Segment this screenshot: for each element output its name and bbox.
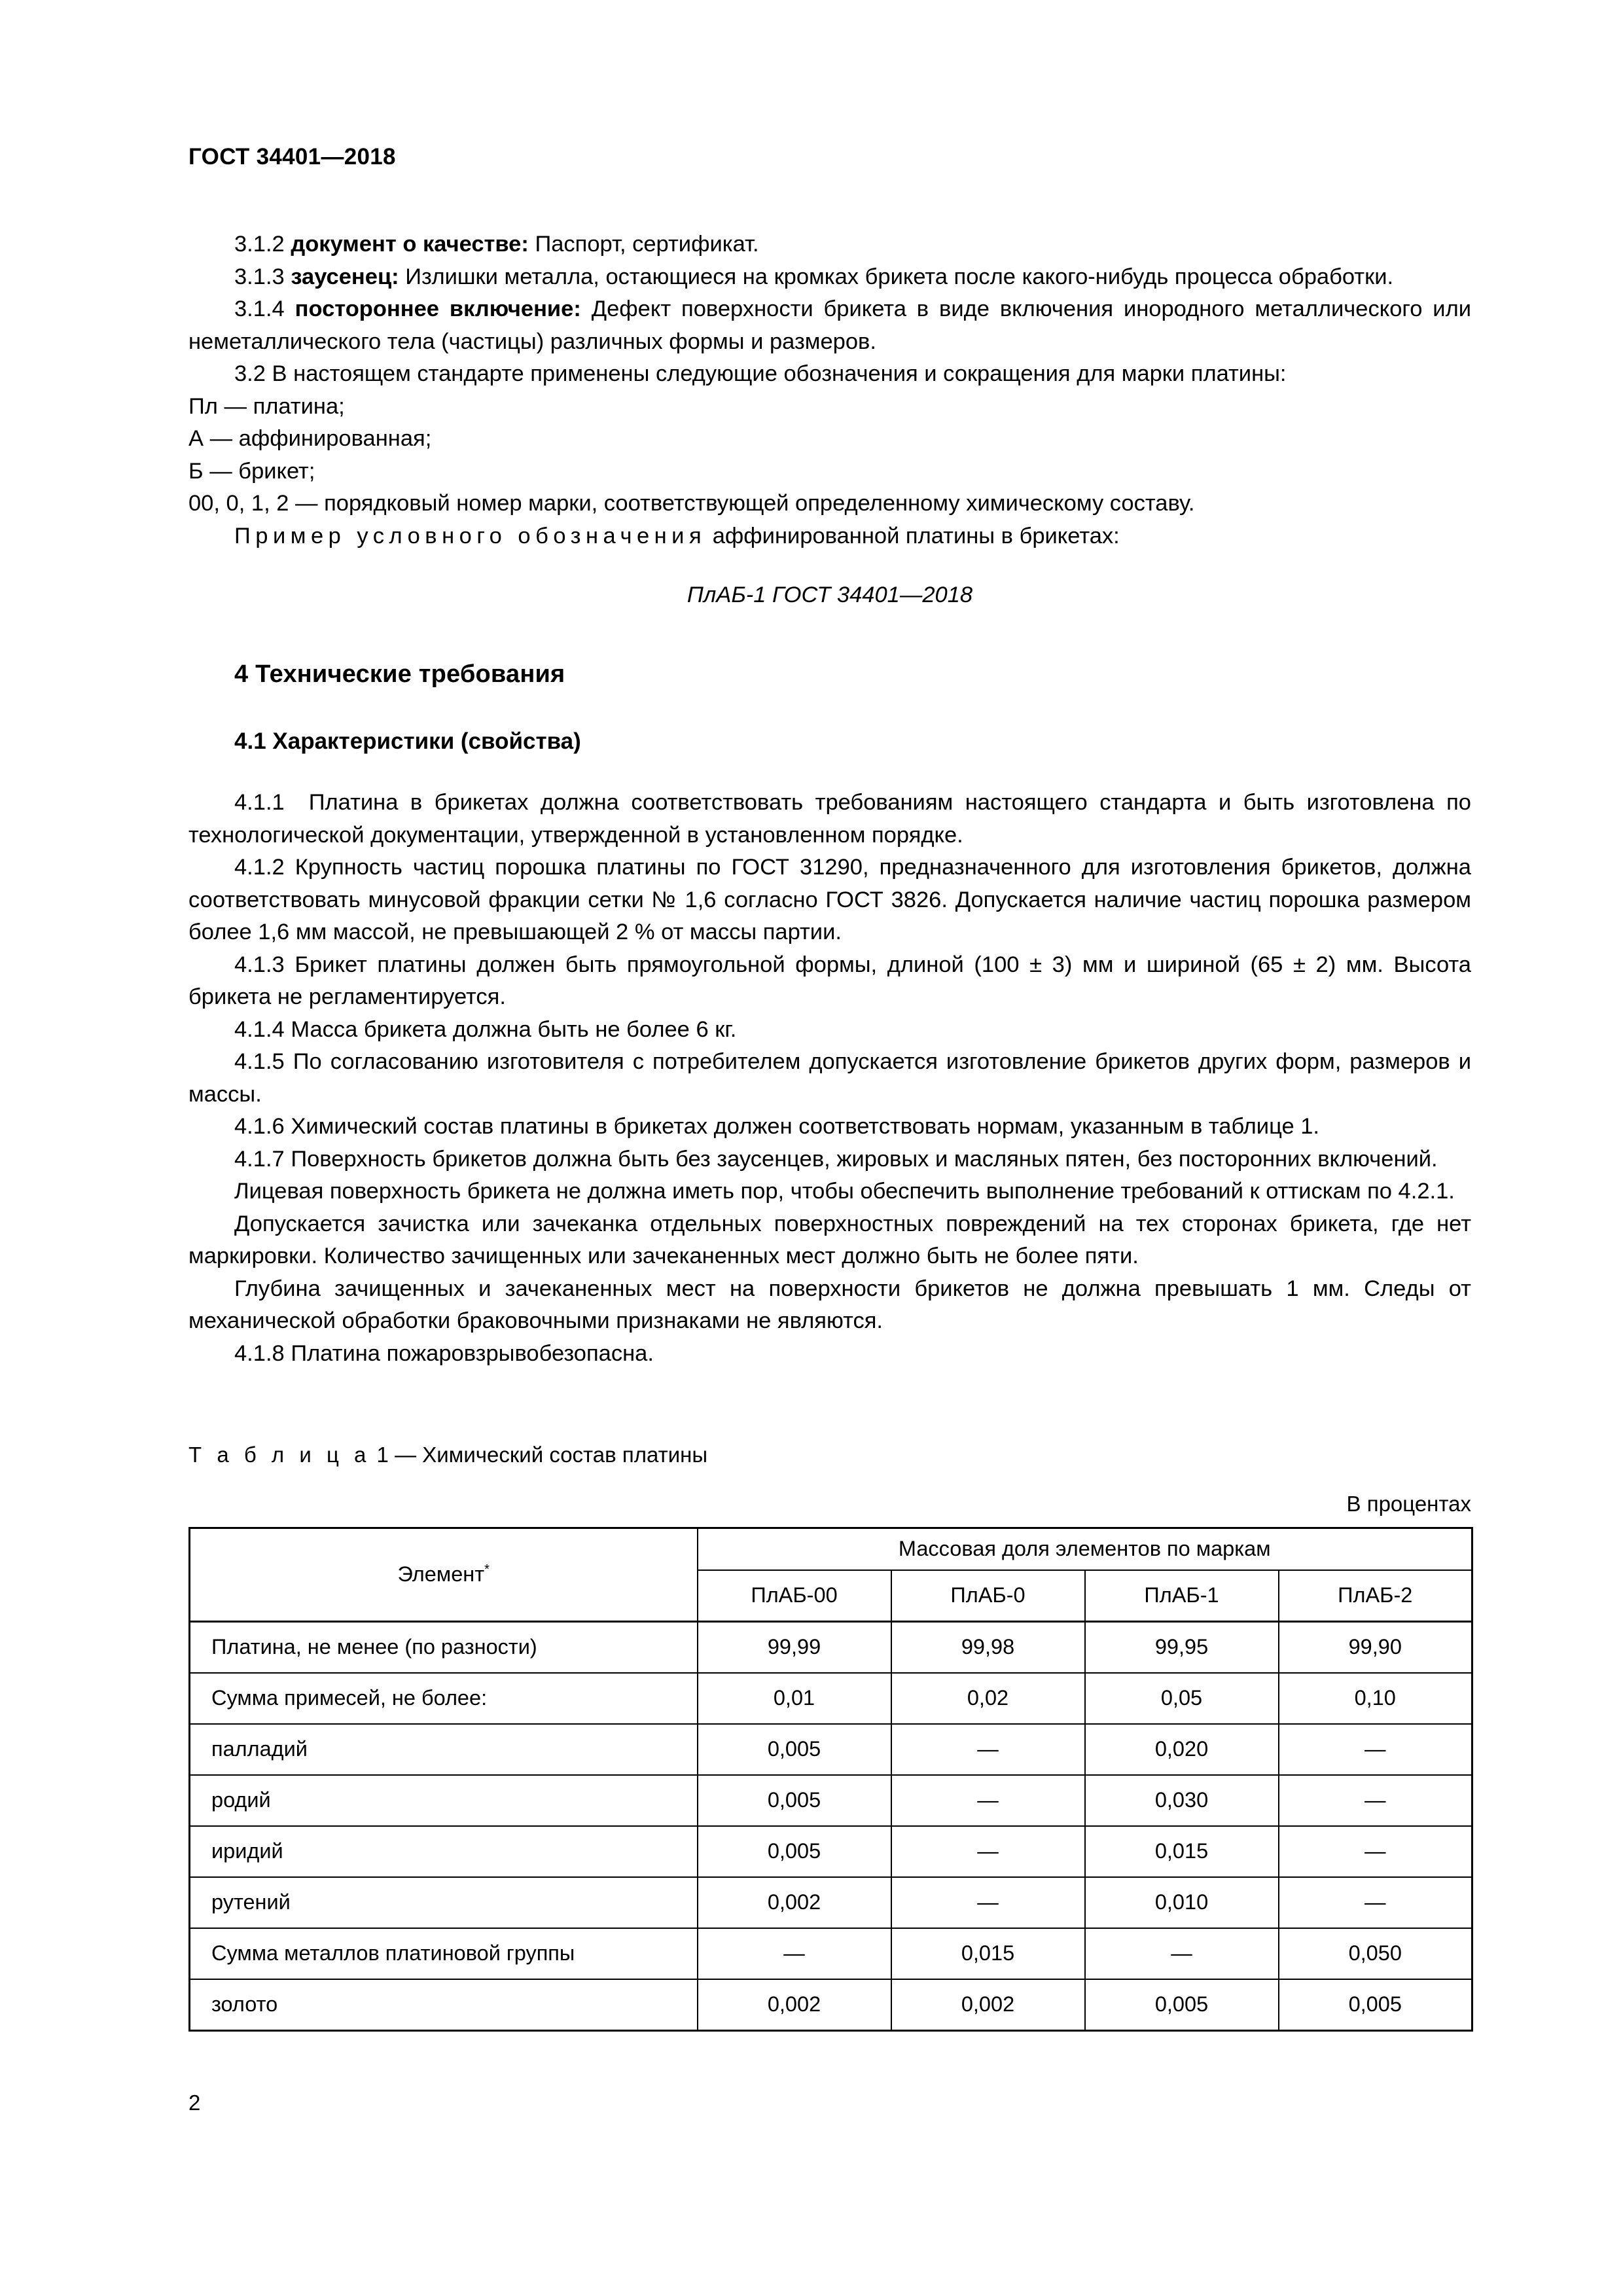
- clause-text: Масса брикета должна быть не более 6 кг.: [284, 1016, 737, 1042]
- cell-value: 0,015: [1085, 1826, 1279, 1877]
- cell-value: 0,002: [891, 1979, 1085, 2031]
- clause-text: Поверхность брикетов должна быть без заусенцев, жировых и масляных пятен, без посторонних включений.: [284, 1146, 1438, 1172]
- cell-value: 99,99: [698, 1621, 891, 1673]
- clause-4-1-7: [188, 1143, 1471, 1176]
- abbreviation-a: А — аффинированная;: [188, 426, 432, 451]
- clause-number: 4.1.2: [234, 855, 285, 880]
- defined-term: документ о качестве:: [291, 232, 529, 257]
- table-row: [190, 1673, 1472, 1724]
- row-label: Платина, не менее (по разности): [190, 1621, 698, 1673]
- clause-4-1-1: [188, 787, 1471, 852]
- cell-value: 0,005: [698, 1775, 891, 1826]
- cell-value: 99,90: [1279, 1621, 1472, 1673]
- clause-number: 4.1.5: [234, 1049, 285, 1075]
- defined-term: заусенец:: [291, 264, 399, 289]
- cell-value: —: [891, 1877, 1085, 1928]
- cell-value: 0,10: [1279, 1673, 1472, 1724]
- clause-number: 4.1.3: [234, 952, 285, 977]
- cell-value: 0,005: [698, 1826, 891, 1877]
- cell-value: 99,95: [1085, 1621, 1279, 1673]
- table-row: [190, 1979, 1472, 2031]
- page-content: [188, 145, 1471, 2032]
- cell-value: —: [1279, 1724, 1472, 1775]
- table-row: [190, 1877, 1472, 1928]
- cell-value: 0,002: [698, 1877, 891, 1928]
- cell-value: —: [1279, 1826, 1472, 1877]
- table-caption-title: 1 — Химический состав платины: [370, 1443, 708, 1467]
- cell-value: —: [1279, 1775, 1472, 1826]
- cell-value: 0,030: [1085, 1775, 1279, 1826]
- clause-3-2: [188, 358, 1471, 391]
- table-body: [190, 1621, 1472, 2030]
- abbreviation-pl: Пл — платина;: [188, 393, 345, 419]
- cell-value: 0,005: [1085, 1979, 1279, 2031]
- subsection-heading-4-1: 4.1 Характеристики (свойства): [234, 728, 581, 754]
- footnote-marker: *: [484, 1562, 490, 1577]
- cell-value: 0,005: [698, 1724, 891, 1775]
- clause-text: Химический состав платины в брикетах должен соответствовать нормам, указанным в таблице 1.: [284, 1114, 1319, 1139]
- clause-text: Платина в брикетах должна соответствовать требованиям настоящего стандарта и быть изготовлена по технологической документации, утвержденной в установленном порядке.: [188, 790, 1471, 848]
- page-number: 2: [188, 2090, 201, 2115]
- table-header-row-group: [190, 1528, 1472, 1570]
- cell-value: —: [698, 1928, 891, 1979]
- clause-4-1-7-para-4: [188, 1273, 1471, 1338]
- clause-text: Дефект поверхности брикета в виде включения инородного металлического или неметаллического тела (частицы) различных формы и размеров.: [188, 296, 1471, 354]
- clause-text: Паспорт, сертификат.: [528, 232, 759, 257]
- column-header-grade: ПлАБ-2: [1279, 1570, 1472, 1622]
- clause-text: Лицевая поверхность брикета не должна иметь пор, чтобы обеспечить выполнение требований к оттискам по 4.2.1.: [234, 1179, 1455, 1204]
- abbreviation-digits: 00, 0, 1, 2 — порядковый номер марки, соответствующей определенному химическому составу.: [188, 491, 1195, 516]
- clause-number: 3.2: [234, 361, 266, 386]
- cell-value: —: [891, 1724, 1085, 1775]
- clause-number: 4.1.1: [234, 790, 285, 816]
- column-header-grade: ПлАБ-0: [891, 1570, 1085, 1622]
- defined-term: постороннее включение:: [294, 296, 581, 321]
- row-label: родий: [190, 1775, 698, 1826]
- clause-4-1-5: [188, 1046, 1471, 1111]
- running-header-standard-number: ГОСТ 34401—2018: [188, 144, 396, 170]
- table-caption-label: Т а б л и ц а: [188, 1443, 371, 1467]
- cell-value: 0,020: [1085, 1724, 1279, 1775]
- designation-example-lead: [188, 520, 1471, 553]
- clause-text: Излишки металла, остающиеся на кромках брикета после какого-нибудь процесса обработки.: [399, 264, 1394, 289]
- table-row: [190, 1775, 1472, 1826]
- abbreviation-b: Б — брикет;: [188, 458, 315, 484]
- table-header: [190, 1528, 1472, 1621]
- clause-4-1-7-para-2: [188, 1175, 1471, 1208]
- clause-4-1-3: [188, 949, 1471, 1014]
- clause-3-1-3: [188, 261, 1471, 294]
- clause-text: Допускается зачистка или зачеканка отдельных поверхностных повреждений на тех сторонах брикета, где нет маркировки. Количество зачищенных или зачеканенных мест должно быть не более пяти.: [188, 1211, 1471, 1269]
- clause-text: Глубина зачищенных и зачеканенных мест на поверхности брикетов не должна превышать 1 мм. Следы от механической обработки браковочными признаками не являются.: [188, 1276, 1471, 1334]
- row-label: палладий: [190, 1724, 698, 1775]
- clause-number: 3.1.3: [234, 264, 285, 289]
- cell-value: 0,010: [1085, 1877, 1279, 1928]
- clause-3-1-4: [188, 293, 1471, 358]
- column-header-element-label: Элемент: [397, 1562, 485, 1587]
- cell-value: 0,01: [698, 1673, 891, 1724]
- clause-text: Крупность частиц порошка платины по ГОСТ 31290, предназначенного для изготовления брикетов, должна соответствовать минусовой фракции сетки № 1,6 согласно ГОСТ 3826. Допускается наличие частиц порошка размером более 1,6 мм массой, не превышающей 2 % от массы партии.: [188, 855, 1471, 945]
- cell-value: 0,050: [1279, 1928, 1472, 1979]
- designation-example-lead-spaced: Пример условного обозначения: [234, 523, 707, 548]
- clause-number: 4.1.6: [234, 1114, 285, 1139]
- cell-value: —: [1279, 1877, 1472, 1928]
- table-row: [190, 1724, 1472, 1775]
- cell-value: —: [1085, 1928, 1279, 1979]
- clause-4-1-4: [188, 1014, 1471, 1047]
- column-header-grade: ПлАБ-00: [698, 1570, 891, 1622]
- row-label: Сумма примесей, не более:: [190, 1673, 698, 1724]
- clause-number: 4.1.4: [234, 1016, 285, 1042]
- clause-4-1-7-para-3: [188, 1208, 1471, 1273]
- cell-value: 99,98: [891, 1621, 1085, 1673]
- clause-4-1-2: [188, 852, 1471, 949]
- table-row: [190, 1621, 1472, 1673]
- table-units-note: В процентах: [1346, 1491, 1471, 1516]
- cell-value: —: [891, 1826, 1085, 1877]
- clause-number: 3.1.2: [234, 232, 285, 257]
- cell-value: 0,015: [891, 1928, 1085, 1979]
- clause-text: По согласованию изготовителя с потребителем допускается изготовление брикетов других форм, размеров и массы.: [188, 1049, 1471, 1107]
- cell-value: 0,005: [1279, 1979, 1472, 2031]
- clause-3-1-2: [188, 228, 1471, 261]
- table-row: [190, 1928, 1472, 1979]
- column-header-group: Массовая доля элементов по маркам: [698, 1528, 1472, 1570]
- clause-number: 3.1.4: [234, 296, 285, 321]
- column-header-element: [190, 1528, 698, 1621]
- table-row: [190, 1826, 1472, 1877]
- clause-text: Брикет платины должен быть прямоугольной формы, длиной (100 ± 3) мм и шириной (65 ± 2) мм. Высота брикета не регламентируется.: [188, 952, 1471, 1010]
- row-label: рутений: [190, 1877, 698, 1928]
- cell-value: —: [891, 1775, 1085, 1826]
- table-caption: [188, 1442, 1471, 1468]
- section-heading-4: 4 Технические требования: [234, 660, 565, 688]
- cell-value: 0,05: [1085, 1673, 1279, 1724]
- clause-text: Платина пожаровзрывобезопасна.: [284, 1340, 654, 1366]
- clause-number: 4.1.7: [234, 1146, 285, 1172]
- row-label: золото: [190, 1979, 698, 2031]
- column-header-grade: ПлАБ-1: [1085, 1570, 1279, 1622]
- row-label: иридий: [190, 1826, 698, 1877]
- clause-text: В настоящем стандарте применены следующие обозначения и сокращения для марки платины:: [265, 361, 1287, 386]
- designation-example-value: ПлАБ-1 ГОСТ 34401—2018: [687, 583, 973, 607]
- cell-value: 0,002: [698, 1979, 891, 2031]
- cell-value: 0,02: [891, 1673, 1085, 1724]
- row-label: Сумма металлов платиновой группы: [190, 1928, 698, 1979]
- chemical-composition-table: [188, 1527, 1473, 2032]
- clause-4-1-6: [188, 1111, 1471, 1143]
- clause-number: 4.1.8: [234, 1340, 285, 1366]
- clause-4-1-8: [188, 1338, 1471, 1371]
- designation-example-lead-rest: аффинированной платины в брикетах:: [706, 523, 1120, 548]
